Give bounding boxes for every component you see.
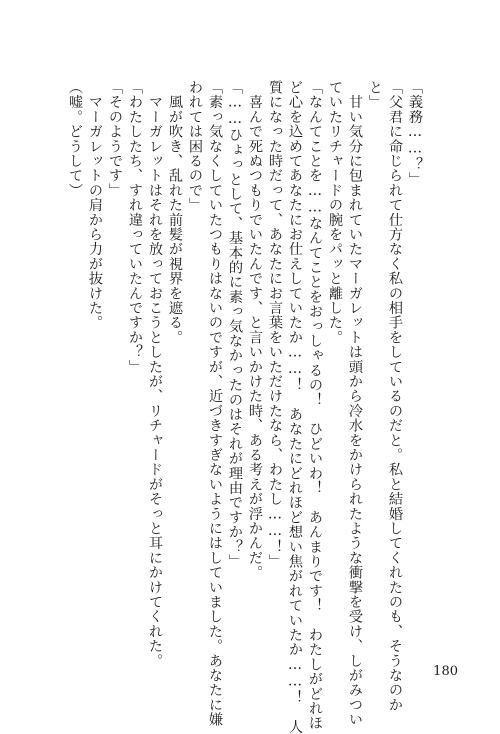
text-line-13: 風が吹き、乱れた前髪が視界を遮る。 — [167, 80, 183, 345]
text-line-17: マーガレットの肩から力が抜けた。 — [87, 80, 103, 330]
text-line-5: ていたリチャードの腕をパッと離した。 — [327, 80, 343, 345]
text-line-14: マーガレットはそれを放っておこうとしたが、リチャードがそっと耳にかけてくれた。 — [147, 80, 163, 668]
page-number: 180 — [433, 664, 458, 679]
vertical-text-block — [67, 80, 423, 734]
text-line-6: 「なんてことを……なんてことをおっしゃるの！ ひどいわ！ あんまりです！ わたしがどれほ — [307, 80, 323, 731]
text-line-2: 「父君に命じられて仕方なく私の相手をしているのだと。私と結婚してくれたのも、そうなのか — [387, 80, 403, 713]
text-line-18: （嘘。どうして） — [67, 80, 83, 198]
text-line-16: 「そのようです」 — [107, 80, 123, 198]
text-line-8: 質になった時だって、あなたにお言葉をいただけたなら、わたし……！」 — [267, 80, 283, 569]
text-line-10: 「……ひょっとして、基本的に素っ気なかったのはそれが理由ですか？」 — [227, 80, 243, 569]
text-line-11: 「素っ気なくしていたつもりはないのですが、近づきすぎないようにはしていました。あなたに嫌 — [207, 80, 223, 727]
text-line-1: 「義務……？」 — [407, 80, 423, 187]
text-line-4: 甘い気分に包まれていたマーガレットは頭から冷水をかけられたような衝撃を受け、しがみつい — [347, 80, 363, 727]
text-line-15: 「わたしたち、すれ違っていたんですか？」 — [127, 80, 143, 374]
text-line-3: と」 — [367, 80, 383, 110]
text-line-9: 喜んで死ぬつもりでいたんです、と言いかけた時、ある考えが浮かんだ。 — [247, 80, 263, 580]
text-line-12: われては困るので」 — [187, 80, 203, 213]
text-line-7: ど心を込めてあなたにお仕えしていたか……！ あなたにどれほど想い焦がれていたか……！ 人 — [287, 80, 303, 734]
